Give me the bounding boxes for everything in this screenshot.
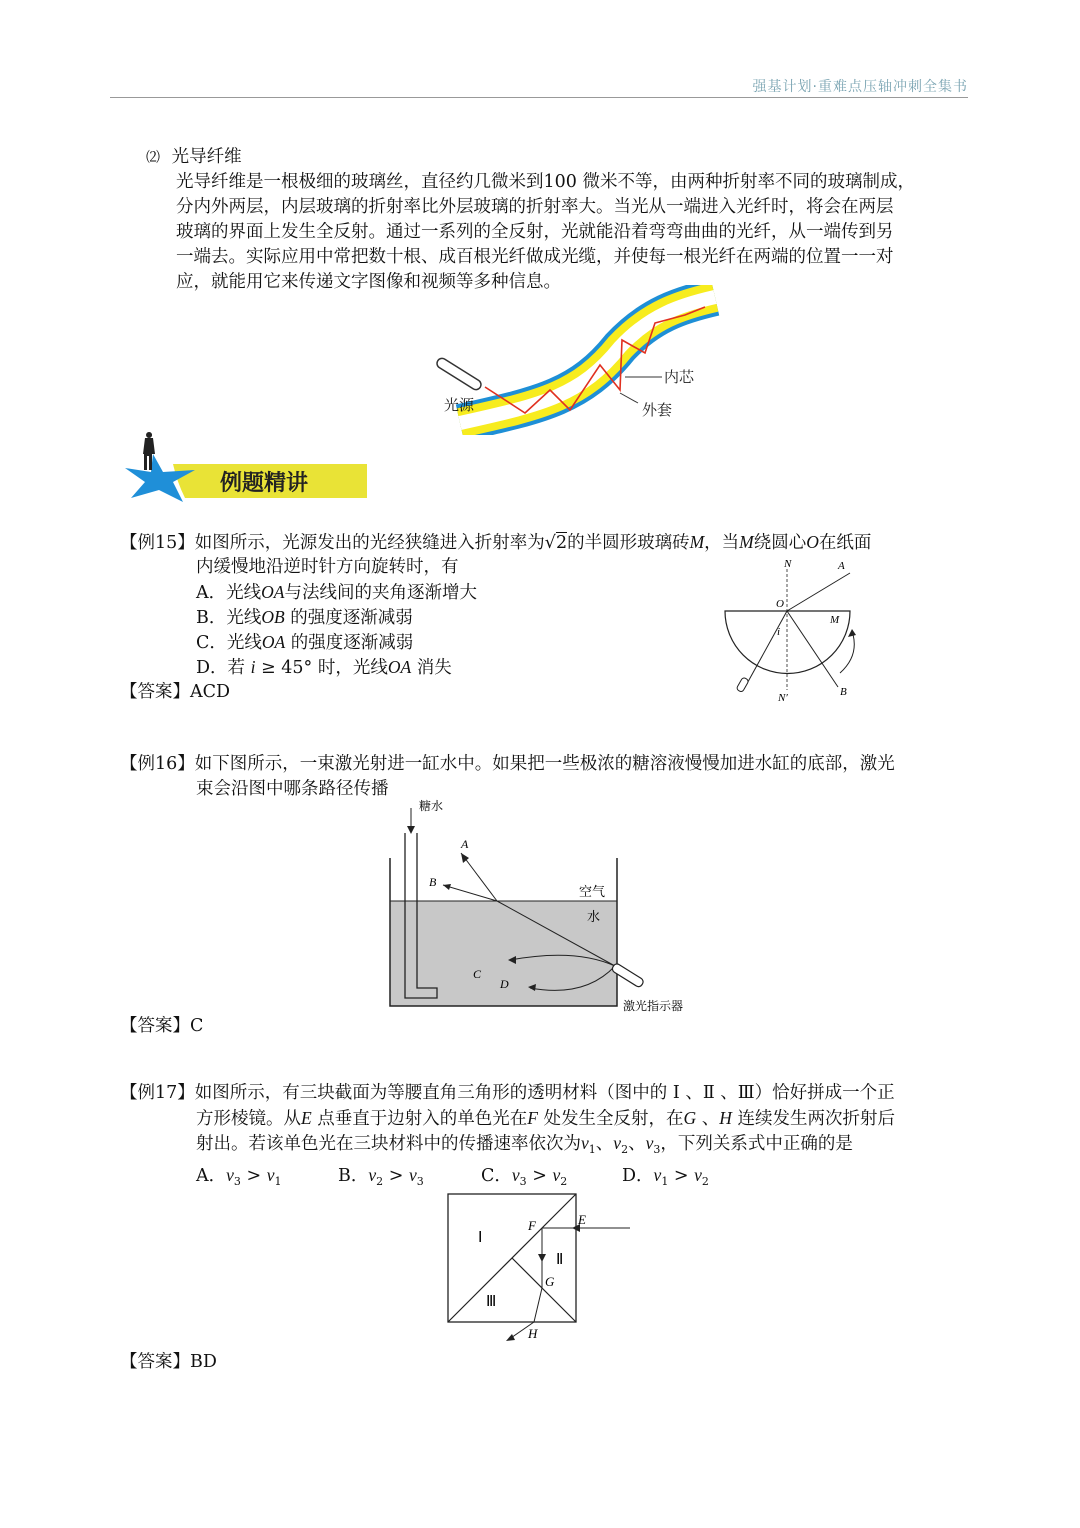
example-banner bbox=[125, 430, 375, 505]
svg-text:N′: N′ bbox=[778, 692, 788, 704]
section-title: 光导纤维 bbox=[171, 147, 242, 167]
answer-tag: 【答案】 bbox=[120, 1352, 190, 1372]
ray-b bbox=[443, 885, 497, 901]
ray-a bbox=[461, 853, 497, 901]
ex15-stem: 的半圆形玻璃砖 bbox=[567, 533, 690, 553]
ex15-option-d: D．若 i ≥ 45° 时，光线OA 消失 bbox=[196, 657, 452, 678]
ex16-line2: 束会沿图中哪条路径传播 bbox=[196, 779, 389, 799]
svg-text:Ⅰ: Ⅰ bbox=[478, 1230, 483, 1246]
svg-text:C: C bbox=[473, 967, 482, 981]
ex17-answer bbox=[120, 1350, 217, 1375]
sqrt-value: 2 bbox=[555, 533, 568, 553]
optical-fiber-figure bbox=[430, 285, 720, 435]
var-M: M bbox=[739, 532, 754, 552]
paragraph-line: 一端去。实际应用中常把数十根、成百根光纤做成光缆，并使每一根光纤在两端的位置一一对 bbox=[176, 247, 894, 267]
fiber-cladding bbox=[460, 297, 715, 423]
svg-text:糖水: 糖水 bbox=[419, 799, 444, 813]
svg-text:E: E bbox=[578, 1212, 586, 1227]
svg-text:B: B bbox=[840, 686, 847, 698]
ex15-answer bbox=[120, 680, 230, 705]
prism-divider bbox=[512, 1258, 576, 1322]
ex17-line3: 射出。若该单色光在三块材料中的传播速率依次为$v_1$、$v_2$、$v_3$，下列关系式中正确的是 bbox=[196, 1133, 853, 1156]
svg-text:水: 水 bbox=[587, 909, 601, 924]
ex17-line2: 方形棱镜。从E 点垂直于边射入的单色光在F 处发生全反射，在G 、H 连续发生两次折射后 bbox=[196, 1108, 895, 1129]
ex16-line1: 【例16】如下图所示，一束激光射进一缸水中。如果把一些极浓的糖溶液慢慢加进水缸的底部，激光 bbox=[120, 754, 895, 774]
ex16-answer bbox=[120, 1014, 203, 1039]
paragraph-line: 应，就能用它来传递文字图像和视频等多种信息。 bbox=[176, 272, 561, 292]
svg-text:H: H bbox=[528, 1326, 538, 1341]
svg-text:B: B bbox=[429, 875, 437, 889]
light-source-icon bbox=[435, 357, 483, 392]
incident-ray bbox=[744, 611, 787, 689]
section-heading bbox=[146, 145, 242, 171]
svg-text:G: G bbox=[545, 1274, 555, 1289]
answer-value: BD bbox=[190, 1352, 217, 1372]
svg-text:F: F bbox=[528, 1218, 536, 1233]
var-M: M bbox=[689, 532, 705, 552]
section-number: ⑵ bbox=[146, 150, 160, 166]
sqrt-symbol: √ bbox=[544, 533, 556, 553]
paragraph-line: 光导纤维是一根极细的玻璃丝，直径约几微米到100 微米不等，由两种折射率不同的玻璃制成， bbox=[176, 172, 915, 192]
fiber-label-cladding: 外套 bbox=[642, 403, 673, 419]
ex17-option-b: B．$v_2 > v_3$ bbox=[338, 1165, 424, 1188]
paragraph-line: 玻璃的界面上发生全反射。通过一系列的全反射，光就能沿着弯弯曲曲的光纤，从一端传到另 bbox=[176, 222, 894, 242]
svg-text:空气: 空气 bbox=[579, 884, 606, 899]
svg-text:M: M bbox=[830, 614, 840, 626]
arrowhead-icon bbox=[443, 884, 451, 890]
ex15-option-a: A．光线OA与法线间的夹角逐渐增大 bbox=[196, 582, 477, 603]
ex15-stem: 在纸面 bbox=[818, 533, 872, 553]
arrowhead-icon bbox=[407, 826, 415, 834]
header-title: 强基计划·重难点压轴冲刺全集书 bbox=[752, 79, 968, 95]
header-rule bbox=[110, 97, 968, 98]
arrowhead-icon bbox=[848, 629, 856, 637]
ex16-tag: 【例16】 bbox=[120, 754, 195, 774]
refracted-ray bbox=[534, 1288, 542, 1322]
ex15-line1 bbox=[120, 530, 871, 556]
answer-value: ACD bbox=[190, 682, 231, 702]
ex15-option-b: B．光线OB 的强度逐渐减弱 bbox=[196, 607, 413, 628]
ex17-figure bbox=[440, 1190, 640, 1345]
ex15-line2: 内缓慢地沿逆时针方向旋转时，有 bbox=[196, 557, 459, 577]
paragraph-line: 分内外两层，内层玻璃的折射率比外层玻璃的折射率大。当光从一端进入光纤时，将会在两层 bbox=[176, 197, 894, 217]
ex17-option-d: D．$v_1 > v_2$ bbox=[622, 1165, 709, 1188]
rotation-arrow bbox=[840, 631, 854, 673]
answer-value: C bbox=[190, 1016, 204, 1036]
ex17-option-c: C．$v_3 > v_2$ bbox=[481, 1165, 568, 1188]
ex16-figure bbox=[385, 798, 695, 1013]
fiber-label-core: 内芯 bbox=[664, 370, 695, 386]
var-O: O bbox=[806, 532, 819, 552]
banner-title: 例题精讲 bbox=[220, 470, 309, 495]
ex15-tag: 【例15】 bbox=[120, 533, 195, 553]
svg-text:D: D bbox=[500, 977, 509, 991]
ex15-figure bbox=[720, 555, 870, 705]
svg-text:N: N bbox=[784, 558, 792, 570]
svg-text:Ⅱ: Ⅱ bbox=[556, 1252, 564, 1268]
ex15-stem: ，当 bbox=[704, 533, 740, 553]
arrowhead-icon bbox=[538, 1254, 546, 1262]
leader-line bbox=[620, 393, 638, 403]
svg-text:O: O bbox=[776, 598, 784, 610]
svg-text:Ⅲ: Ⅲ bbox=[486, 1294, 497, 1310]
answer-tag: 【答案】 bbox=[120, 1016, 190, 1036]
ray-oa bbox=[787, 573, 850, 611]
ex15-stem: 如图所示，光源发出的光经狭缝进入折射率为 bbox=[194, 533, 545, 553]
light-source-icon bbox=[736, 677, 749, 693]
answer-tag: 【答案】 bbox=[120, 682, 190, 702]
arrowhead-icon bbox=[506, 1334, 515, 1341]
ex17-option-a: A．$v_3 > v_1$ bbox=[196, 1165, 282, 1188]
ex17-tag: 【例17】 bbox=[120, 1083, 195, 1103]
ex15-stem: 绕圆心 bbox=[753, 533, 807, 553]
svg-text:激光指示器: 激光指示器 bbox=[623, 999, 684, 1013]
svg-text:A: A bbox=[838, 560, 845, 572]
fiber-label-source: 光源 bbox=[444, 398, 475, 414]
ex15-option-c: C．光线OA 的强度逐渐减弱 bbox=[196, 632, 414, 653]
ex17-line1: 【例17】如图所示，有三块截面为等腰直角三角形的透明材料（图中的 Ⅰ 、Ⅱ 、Ⅲ）恰好拼成一个正 bbox=[120, 1083, 895, 1103]
section-paragraph bbox=[176, 170, 915, 295]
svg-text:A: A bbox=[461, 837, 469, 851]
svg-text:i: i bbox=[777, 626, 781, 638]
